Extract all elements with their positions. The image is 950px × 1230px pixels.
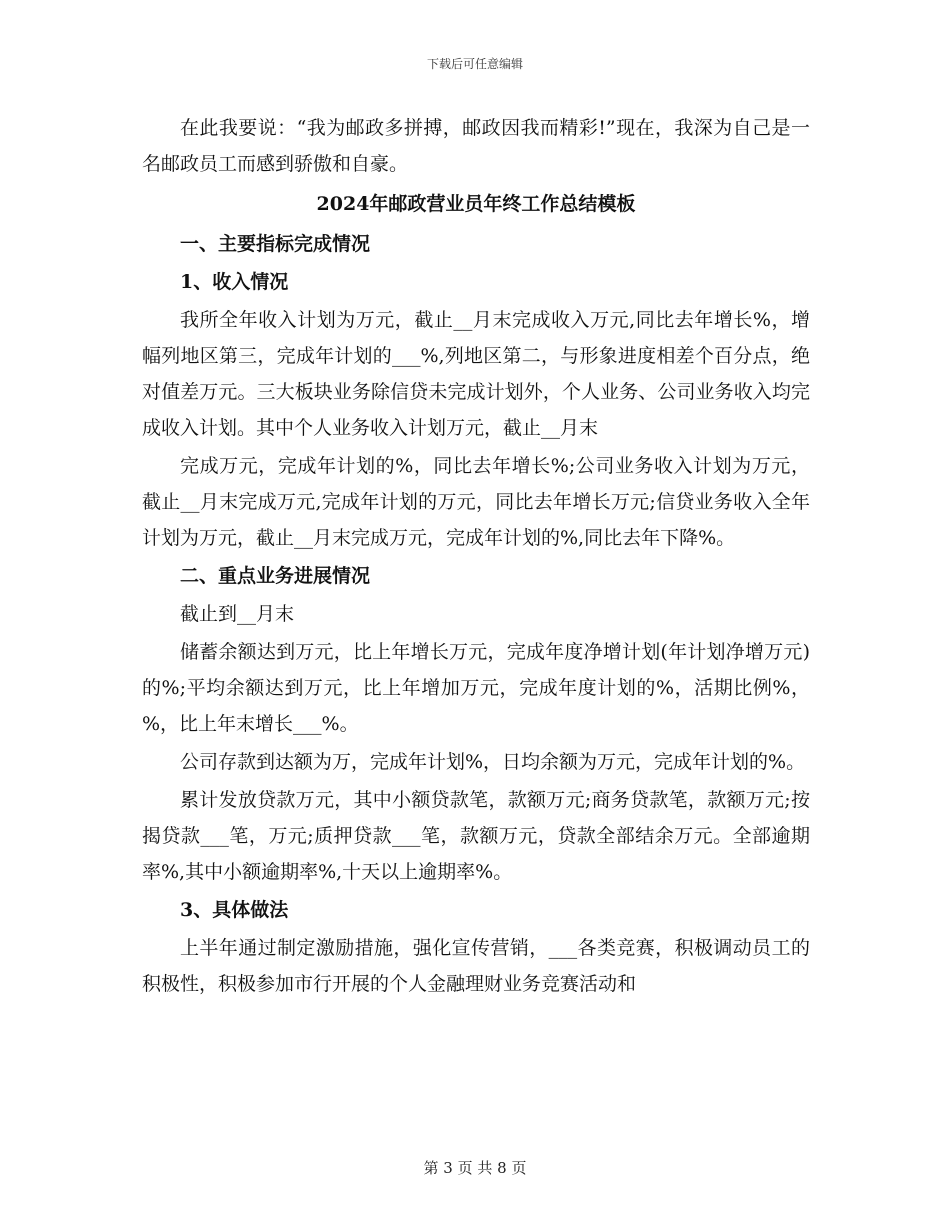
document-title: 2024年邮政营业员年终工作总结模板 xyxy=(316,193,636,215)
paragraph-savings: 储蓄余额达到万元，比上年增长万元，完成年度净增计划(年计划净增万元)的%;平均余额达到万元，比上年增加万元，完成年度计划的%，活期比例%，%，比上年末增长___%。 xyxy=(142,641,810,735)
page-footer: 第 3 页 共 8 页 xyxy=(423,1159,527,1177)
intro-paragraph: 在此我要说：“我为邮政多拼搏，邮政因我而精彩!”现在，我深为自己是一名邮政员工而感到骄傲和自豪。 xyxy=(142,117,810,175)
paragraph-income-2: 完成万元，完成年计划的%，同比去年增长%;公司业务收入计划为万元，截止__月末完成万元,完成年计划的万元，同比去年增长万元;信贷业务收入全年计划为万元，截止__月末完成万元，完成年计划的%,同比去年下降%。 xyxy=(142,455,810,549)
subsection-heading-income: 1、收入情况 xyxy=(180,271,289,293)
section-heading-1: 一、主要指标完成情况 xyxy=(180,233,371,255)
paragraph-corporate-deposit: 公司存款到达额为万，完成年计划%，日均余额为万元，完成年计划的%。 xyxy=(180,751,806,773)
page-header: 下载后可任意编辑 xyxy=(426,57,523,71)
paragraph-cutoff: 截止到__月末 xyxy=(180,603,295,625)
paragraph-loans: 累计发放贷款万元，其中小额贷款笔，款额万元;商务贷款笔，款额万元;按揭贷款___笔，万元;质押贷款___笔，款额万元，贷款全部结余万元。全部逾期率%,其中小额逾期率%,十天以上逾期率%。 xyxy=(142,789,810,883)
section-heading-2: 二、重点业务进展情况 xyxy=(180,565,371,587)
document-body xyxy=(142,110,810,1004)
subsection-heading-methods: 3、具体做法 xyxy=(180,899,289,921)
paragraph-methods: 上半年通过制定激励措施，强化宣传营销，___各类竞赛，积极调动员工的积极性，积极参加市行开展的个人金融理财业务竞赛活动和 xyxy=(142,937,810,995)
paragraph-income-1: 我所全年收入计划为万元，截止__月末完成收入万元,同比去年增长%，增幅列地区第三，完成年计划的___%,列地区第二，与形象进度相差个百分点，绝对值差万元。三大板块业务除信贷未完成计划外，个人业务、公司业务收入均完成收入计划。其中个人业务收入计划万元，截止__月末 xyxy=(142,309,810,439)
